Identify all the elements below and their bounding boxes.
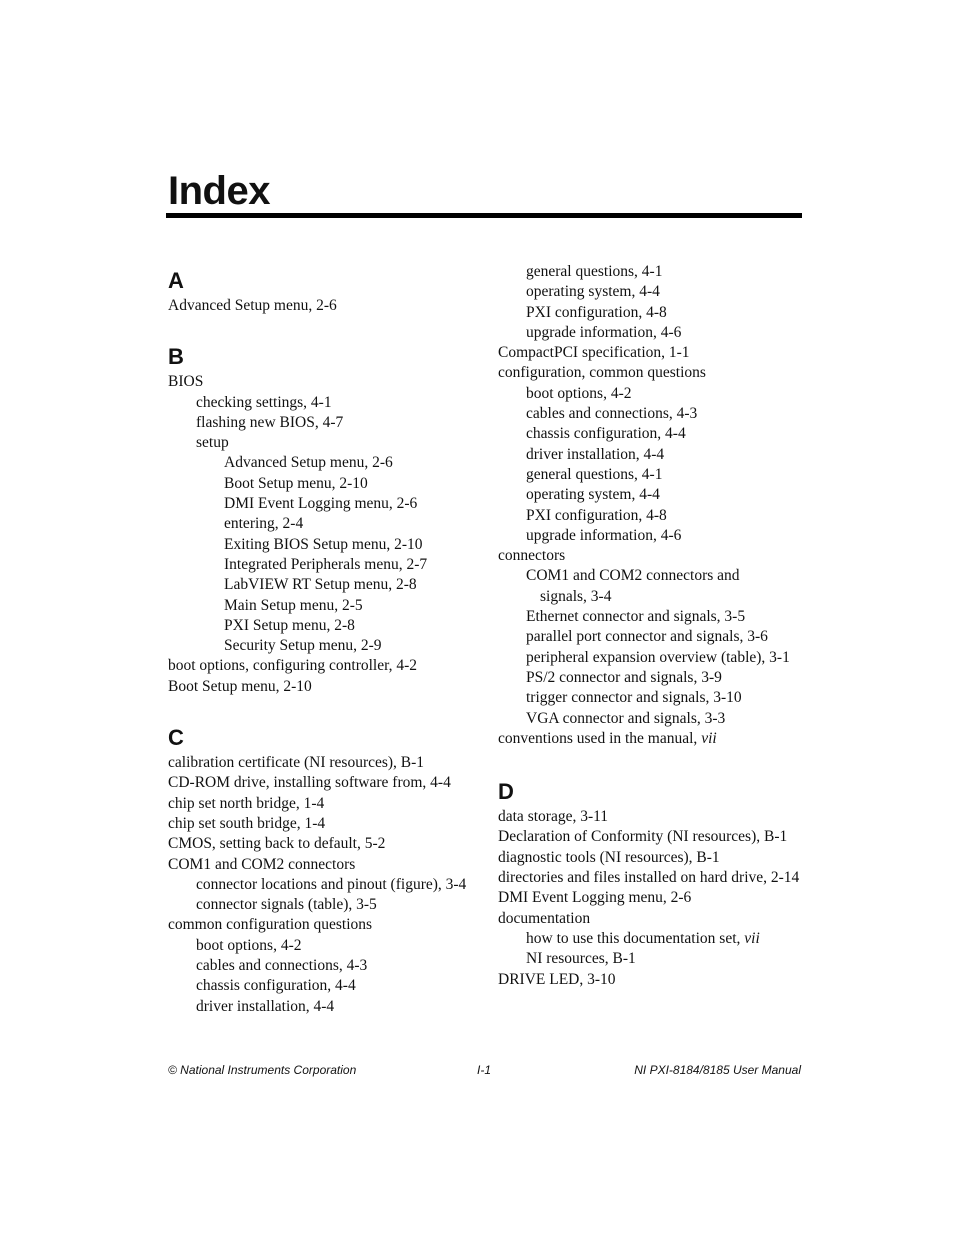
index-entry-text: Main Setup menu, 2-5 <box>224 596 363 614</box>
index-entry-text: DMI Event Logging menu, 2-6 <box>498 889 692 907</box>
index-entry-text: Boot Setup menu, 2-10 <box>168 677 312 695</box>
index-entry-text: peripheral expansion overview (table), 3-1 <box>526 648 790 666</box>
index-entry <box>168 656 478 676</box>
index-entry-text: CompactPCI specification, 1-1 <box>498 344 690 362</box>
index-entry-text: cables and connections, 4-3 <box>196 957 368 975</box>
index-entry-text: PS/2 connector and signals, 3-9 <box>526 668 722 686</box>
index-entry <box>168 616 478 636</box>
index-entry <box>498 668 808 688</box>
index-entry <box>168 677 478 697</box>
index-entry <box>498 506 808 526</box>
index-entry <box>168 494 478 514</box>
index-entry-text: general questions, 4-1 <box>526 263 663 280</box>
index-entry <box>168 814 478 834</box>
index-entry-text: upgrade information, 4-6 <box>526 323 682 341</box>
index-entry-text: chip set south bridge, 1-4 <box>168 814 326 832</box>
page-title: Index <box>168 169 270 213</box>
index-entry-text: Declaration of Conformity (NI resources), B-1 <box>498 828 788 846</box>
index-entry <box>498 262 808 282</box>
index-entry-text: conventions used in the manual, <box>498 729 702 747</box>
index-entry <box>168 915 478 935</box>
index-entry <box>498 627 808 647</box>
index-entry-text: general questions, 4-1 <box>526 465 663 483</box>
index-entry-text: cables and connections, 4-3 <box>526 405 698 423</box>
index-entry-text: entering, 2-4 <box>224 515 304 533</box>
index-entry-text: boot options, 4-2 <box>196 936 302 954</box>
index-entry <box>498 729 808 749</box>
index-entry <box>168 433 478 453</box>
index-entry-text: operating system, 4-4 <box>526 486 660 504</box>
index-entry <box>498 465 808 485</box>
index-entry-text: CMOS, setting back to default, 5-2 <box>168 835 386 853</box>
title-rule <box>166 213 802 218</box>
index-entry <box>168 875 478 895</box>
index-entry <box>498 888 808 908</box>
index-entry-text: PXI Setup menu, 2-8 <box>224 616 355 634</box>
index-entry <box>498 384 808 404</box>
index-entry-text: chassis configuration, 4-4 <box>196 977 356 995</box>
index-entry-text: Exiting BIOS Setup menu, 2-10 <box>224 535 423 553</box>
index-entry-text: data storage, 3-11 <box>498 808 609 826</box>
index-entry <box>168 773 478 793</box>
index-entry <box>168 296 478 316</box>
index-entry <box>498 282 808 302</box>
index-entry-text: VGA connector and signals, 3-3 <box>526 709 726 727</box>
index-entry <box>168 895 478 915</box>
index-entry-text: boot options, configuring controller, 4-2 <box>168 657 418 675</box>
index-entry-text: DRIVE LED, 3-10 <box>498 970 616 988</box>
index-entry <box>168 555 478 575</box>
index-entry <box>498 485 808 505</box>
index-entry <box>498 343 808 363</box>
index-section-letter: C <box>168 725 184 751</box>
index-entry-text: COM1 and COM2 connectors and <box>526 567 740 585</box>
index-entry-text: DMI Event Logging menu, 2-6 <box>224 495 418 513</box>
index-entry <box>498 929 808 949</box>
index-entry-text: driver installation, 4-4 <box>196 997 335 1015</box>
index-entry <box>498 363 808 383</box>
index-entry-text: checking settings, 4-1 <box>196 393 332 411</box>
index-entry <box>168 453 478 473</box>
index-entry-text: connector locations and pinout (figure), 3-4 <box>196 875 467 893</box>
index-entry-text: upgrade information, 4-6 <box>526 526 682 544</box>
index-entry <box>498 445 808 465</box>
index-entry-text: PXI configuration, 4-8 <box>526 303 667 321</box>
index-entry <box>498 607 808 627</box>
index-entry <box>168 997 478 1017</box>
index-entry <box>498 949 808 969</box>
index-entry-text: CD-ROM drive, installing software from, 4-4 <box>168 774 451 792</box>
index-entry <box>498 709 808 729</box>
footer-page-number: I-1 <box>477 1063 492 1077</box>
index-entry-text: chip set north bridge, 1-4 <box>168 794 325 812</box>
index-entry <box>168 474 478 494</box>
index-entry-italic-page: vii <box>744 929 760 947</box>
index-entry <box>168 936 478 956</box>
index-entry-text: Ethernet connector and signals, 3-5 <box>526 608 746 626</box>
index-entry-text: driver installation, 4-4 <box>526 445 665 463</box>
index-entry <box>498 648 808 668</box>
index-entry <box>168 753 478 773</box>
index-entry-text: how to use this documentation set, <box>526 929 745 947</box>
index-entry <box>498 546 808 566</box>
index-entry-text: chassis configuration, 4-4 <box>526 425 686 443</box>
index-entry-text: connectors <box>498 547 566 565</box>
index-entry <box>168 372 478 392</box>
index-entry <box>168 514 478 534</box>
index-entry <box>168 794 478 814</box>
index-entry-text: operating system, 4-4 <box>526 283 660 301</box>
index-entry <box>168 413 478 433</box>
index-entry-text: PXI configuration, 4-8 <box>526 506 667 524</box>
index-entry <box>168 596 478 616</box>
index-entry-text: LabVIEW RT Setup menu, 2-8 <box>224 576 417 594</box>
index-entry <box>168 575 478 595</box>
index-entry <box>498 404 808 424</box>
index-entry <box>498 424 808 444</box>
index-entry-text: flashing new BIOS, 4-7 <box>196 413 344 431</box>
index-entry <box>498 827 808 847</box>
index-entry <box>498 970 808 990</box>
index-entry <box>498 909 808 929</box>
index-entry <box>168 855 478 875</box>
index-entry-text: connector signals (table), 3-5 <box>196 896 377 914</box>
index-entry-text: common configuration questions <box>168 916 373 934</box>
index-entry <box>168 956 478 976</box>
index-entry <box>498 323 808 343</box>
index-entry <box>168 393 478 413</box>
index-section-letter: A <box>168 268 184 293</box>
index-entry-text: trigger connector and signals, 3-10 <box>526 689 742 707</box>
index-entry <box>498 688 808 708</box>
index-entry-text: Security Setup menu, 2-9 <box>224 637 382 655</box>
index-entry-text: setup <box>196 434 229 452</box>
index-entry <box>498 526 808 546</box>
index-entry-text: boot options, 4-2 <box>526 384 632 402</box>
index-entry-text: Advanced Setup menu, 2-6 <box>168 297 337 314</box>
index-column-left <box>168 262 478 1017</box>
index-column-right <box>498 262 808 990</box>
index-section-letter: D <box>498 779 514 805</box>
footer-copyright: © National Instruments Corporation <box>168 1063 357 1077</box>
index-entry-text: Boot Setup menu, 2-10 <box>224 474 368 492</box>
index-entry-text: documentation <box>498 909 591 927</box>
index-entry <box>168 976 478 996</box>
index-entry-text: calibration certificate (NI resources), B-1 <box>168 754 425 772</box>
index-entry-text: signals, 3-4 <box>540 587 612 605</box>
index-entry-text: directories and files installed on hard drive, 2-14 <box>498 869 800 887</box>
index-entry <box>168 535 478 555</box>
index-entry <box>168 636 478 656</box>
index-entry <box>168 834 478 854</box>
index-section-letter: B <box>168 344 184 370</box>
index-entry-text: BIOS <box>168 373 204 391</box>
index-entry <box>498 566 808 586</box>
index-entry <box>498 868 808 888</box>
footer-manual-title: NI PXI-8184/8185 User Manual <box>634 1063 801 1077</box>
index-entry <box>498 848 808 868</box>
index-entry-text: COM1 and COM2 connectors <box>168 855 356 873</box>
index-entry-text: configuration, common questions <box>498 364 706 382</box>
index-entry-text: NI resources, B-1 <box>526 950 636 968</box>
index-entry-text: diagnostic tools (NI resources), B-1 <box>498 848 720 866</box>
index-entry-italic-page: vii <box>701 729 717 747</box>
index-entry <box>498 303 808 323</box>
index-entry-text: parallel port connector and signals, 3-6 <box>526 628 768 646</box>
index-entry-text: Integrated Peripherals menu, 2-7 <box>224 555 428 573</box>
index-entry <box>498 807 808 827</box>
index-entry-text: Advanced Setup menu, 2-6 <box>224 454 393 472</box>
index-entry <box>498 587 808 607</box>
